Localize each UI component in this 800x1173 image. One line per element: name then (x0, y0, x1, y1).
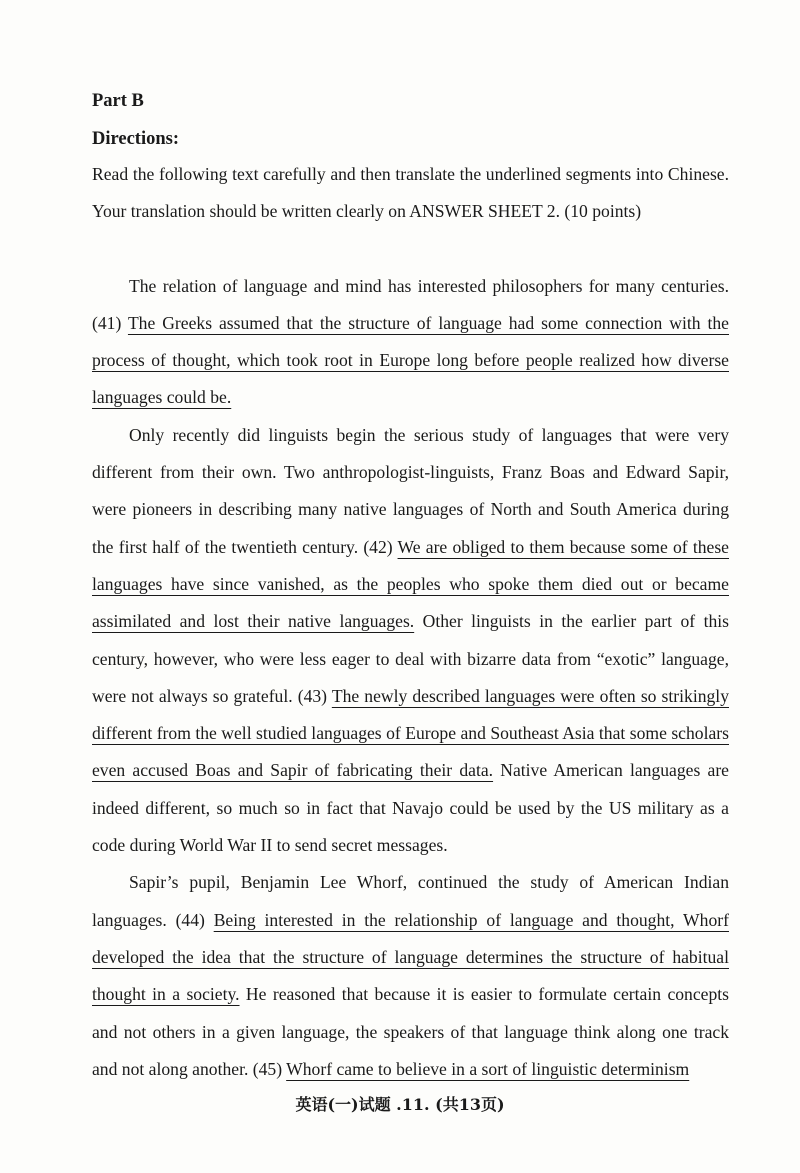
underlined-segment-43: The newly described languages were often so strikingly different from the well studied languages of Europe and Southeast Asia that some scholars even accused Boas and Sapir of fabricating their data. (92, 685, 729, 781)
text-segment: The relation of language and mind has interested philosophers for many centuries. (129, 275, 729, 296)
paragraph-1 (92, 268, 729, 417)
text-segment: Only recently did linguists begin the serious study of languages that were very different from their own. Two anthropologist-linguists, Franz Boas and Edward Sapir, were pioneers in describing many native languages of North and South America during the first half of the twentieth century. (92, 424, 729, 557)
question-number-43: (43) (297, 685, 332, 706)
underlined-segment-41: The Greeks assumed that the structure of language had some connection with the process of thought, which took root in Europe long before people realized how diverse languages could be. (92, 312, 729, 408)
question-number-44: (44) (175, 909, 214, 930)
page-footer: 英语(一)试题 .11. (共13页) (295, 1095, 505, 1114)
question-number-41: (41) (92, 312, 128, 333)
text-segment: Native American languages are indeed different, so much so in fact that Navajo could be used by the US military as a code during World War II to send secret messages. (92, 760, 729, 856)
underlined-segment-44: Being interested in the relationship of language and thought, Whorf developed the idea that the structure of language determines the structure of habitual thought in a society. (92, 909, 729, 1005)
underlined-segment-45: Whorf came to believe in a sort of linguistic determinism (286, 1058, 690, 1079)
part-title: Part B (92, 91, 144, 111)
question-number-45: (45) (252, 1058, 287, 1079)
text-segment: He reasoned that because it is easier to formulate certain concepts and not others in a given language, the speakers of that language think along one track and not along another. (92, 984, 729, 1079)
paragraph-3 (92, 864, 729, 1088)
text-segment: Other linguists in the earlier part of this century, however, who were less eager to deal with bizarre data from “exotic” language, were not always so grateful. (92, 611, 729, 706)
paragraph-2 (92, 417, 729, 865)
text-segment: Sapir’s pupil, Benjamin Lee Whorf, continued the study of American Indian languages. (92, 872, 729, 930)
directions-label: Directions: (92, 129, 179, 149)
underlined-segment-42: We are obliged to them because some of these languages have since vanished, as the peoples who spoke them died out or became assimilated and lost their native languages. (92, 536, 729, 632)
question-number-42: (42) (363, 536, 398, 557)
page-content (92, 86, 729, 1088)
directions-text: Read the following text carefully and then translate the underlined segments into Chinese. Your translation should be written clearly on ANSWER SHEET 2. (10 points) (92, 164, 729, 222)
